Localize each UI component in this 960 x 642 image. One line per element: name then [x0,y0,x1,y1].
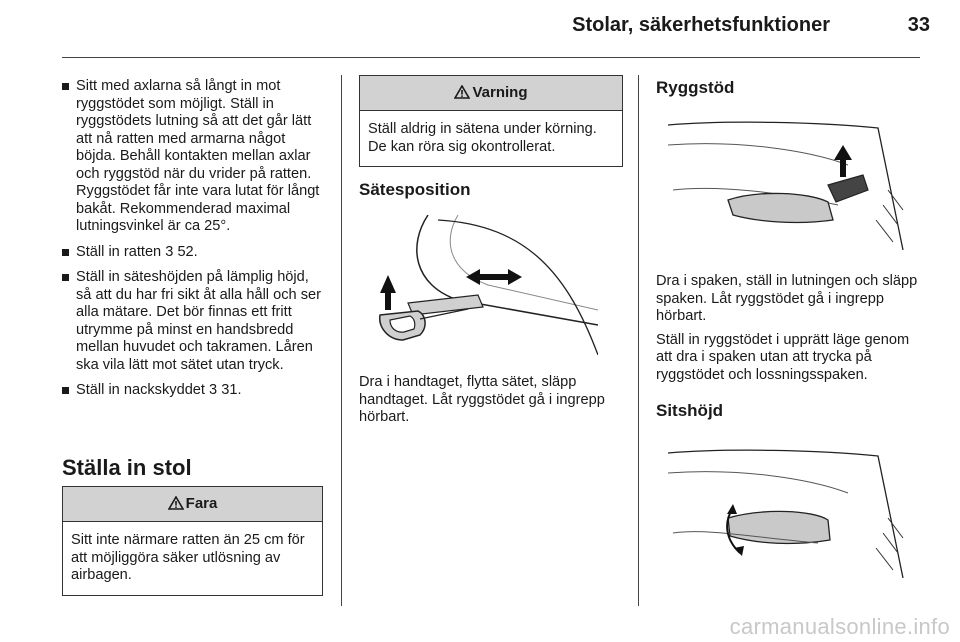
page-reference [209,382,241,398]
satesposition-caption: Dra i handtaget, flytta sätet, släpp handtaget. Låt ryggstödet gå i ingrepp hörbart. [359,374,605,425]
section-title-stalla-in-stol: Ställa in stol [62,455,192,480]
backrest-recline-lever-illustration [668,120,913,250]
section-title-sitshojd: Sitshöjd [656,401,724,420]
list-item [62,244,327,262]
list-item [62,78,327,236]
ryggstod-paragraph: Ställ in ryggstödet i upprätt läge genom att dra i spaken utan att trycka på ryggstödet och lossningsspaken. [656,331,910,383]
page-number: 33 [907,14,930,36]
bullet-square-icon [62,387,69,394]
warning-notice-text: Ställ aldrig in sätena under körning. De kan röra sig okontrollerat. [368,121,597,155]
reference-arrow-icon: 3 [165,243,174,260]
bullet-square-icon [62,249,69,256]
reference-page: 31. [221,382,242,398]
list-item [62,269,327,374]
danger-notice-text: Sitt inte närmare ratten än 25 cm för att möjliggöra säker utlösning av airbagen. [71,532,305,583]
reference-arrow-icon: 3 [209,382,218,398]
section-title-ryggstod: Ryggstöd [656,78,735,97]
warning-triangle-icon [454,78,470,112]
list-item-text: Ställ in säteshöjden på lämplig höjd, så att du har fri sikt åt alla håll och ser alla mätare. Det bör finnas ett fritt utrymme på minst en handsbredd mellan huvudet och takramen. Låren ska vila lätt mot sätet utan tryck. [76,269,321,373]
warning-notice-title: Varning [472,84,528,101]
seat-slide-handle-illustration [368,215,598,355]
bullet-square-icon [62,83,69,90]
instruction-list [62,78,327,400]
column-divider-left [341,75,342,606]
list-item-text: Ställ in nackskyddet [76,382,205,398]
warning-notice [359,75,623,167]
danger-notice-header [63,487,322,522]
reference-page: 52. [177,243,198,260]
ryggstod-paragraph: Dra i spaken, ställ in lutningen och släpp spaken. Låt ryggstödet gå i ingrepp hörbart. [656,273,918,324]
column-divider-right [638,75,639,606]
ryggstod-text [656,273,921,390]
list-item-text: Sitt med axlarna så långt in mot ryggstödet som möjligt. Ställ in ryggstödets lutning så att det går lätt att nå ratten med armarna något böjda. Behåll kontakten mellan axlar och ryggstöd när du vrider på ratten. Ryggstödet får inte vara lutat för långt bakåt. Rekommenderad maximal lutningsvinkel är ca 25°. [76,78,320,234]
left-column [62,78,327,408]
running-header-title: Stolar, säkerhetsfunktioner [572,14,830,36]
warning-notice-header [360,76,622,111]
list-item-text: Ställ in ratten [76,243,162,260]
danger-notice-title: Fara [185,495,218,512]
header-rule [62,57,920,58]
page-reference [165,244,197,260]
section-title-satesposition: Sätesposition [359,180,471,199]
list-item [62,382,327,400]
bullet-square-icon [62,274,69,281]
footer-watermark-url: carmanualsonline.info [729,614,950,639]
danger-notice [62,486,323,596]
warning-triangle-icon [168,489,184,523]
seat-height-lever-illustration [668,448,913,578]
